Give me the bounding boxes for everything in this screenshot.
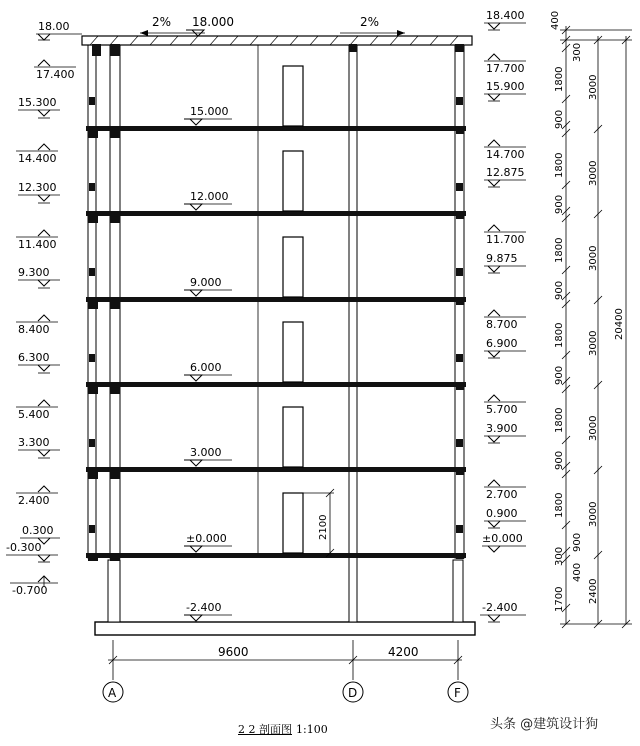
svg-text:1700: 1700 [554, 586, 565, 612]
floor-level: 15.000 [190, 105, 229, 118]
svg-text:A: A [108, 686, 117, 700]
floor-level: 9.000 [190, 276, 222, 289]
svg-text:900: 900 [554, 109, 565, 129]
svg-text:14.400: 14.400 [18, 152, 57, 165]
svg-text:2400: 2400 [588, 578, 599, 604]
foundation-slab [95, 622, 475, 635]
drawing-title-text: 2 2 剖面图 [238, 723, 292, 736]
roof-beam-d [349, 44, 357, 52]
svg-text:2.700: 2.700 [486, 488, 518, 501]
svg-text:1800: 1800 [554, 237, 565, 263]
left-level-labels [6, 20, 82, 597]
svg-text:6.900: 6.900 [486, 337, 518, 350]
svg-text:11.400: 11.400 [18, 238, 57, 251]
edge-beams [88, 126, 464, 561]
svg-text:F: F [454, 686, 461, 700]
roof-beam-a2 [110, 44, 120, 56]
svg-text:1800: 1800 [554, 66, 565, 92]
svg-text:17.700: 17.700 [486, 62, 525, 75]
floor-slabs [86, 126, 466, 558]
svg-text:3000: 3000 [588, 415, 599, 441]
right-level-labels [480, 9, 526, 622]
svg-text:4200: 4200 [388, 645, 419, 659]
dimension-chains [550, 11, 632, 628]
door-height-label: 2100 [318, 514, 329, 540]
floor-level: 3.000 [190, 446, 222, 459]
svg-text:1800: 1800 [554, 152, 565, 178]
svg-text:20400: 20400 [614, 308, 625, 340]
svg-text:12.300: 12.300 [18, 181, 57, 194]
svg-text:5.400: 5.400 [18, 408, 50, 421]
svg-text:3000: 3000 [588, 160, 599, 186]
floor-level: 6.000 [190, 361, 222, 374]
svg-text:8.400: 8.400 [18, 323, 50, 336]
svg-text:1800: 1800 [554, 407, 565, 433]
svg-text:5.700: 5.700 [486, 403, 518, 416]
floor-level: ±0.000 [186, 532, 227, 545]
svg-text:0.300: 0.300 [22, 524, 54, 537]
drawing-title [238, 721, 328, 737]
svg-text:18.00: 18.00 [38, 20, 70, 33]
svg-text:6.300: 6.300 [18, 351, 50, 364]
basement-wall-f [453, 560, 463, 622]
floor-level: 12.000 [190, 190, 229, 203]
roof-slope-right: 2% [360, 15, 380, 29]
axis-markers [103, 682, 468, 702]
bottom-dimension-chain [108, 640, 462, 680]
basement-wall-a [108, 560, 120, 622]
svg-text:8.700: 8.700 [486, 318, 518, 331]
svg-text:11.700: 11.700 [486, 233, 525, 246]
svg-text:3000: 3000 [588, 245, 599, 271]
svg-text:0.900: 0.900 [486, 507, 518, 520]
svg-text:9.300: 9.300 [18, 266, 50, 279]
svg-text:900: 900 [554, 365, 565, 385]
svg-text:3000: 3000 [588, 74, 599, 100]
svg-text:900: 900 [554, 280, 565, 300]
svg-text:400: 400 [572, 562, 583, 582]
svg-text:1800: 1800 [554, 492, 565, 518]
roof-beam-f [455, 44, 464, 52]
svg-text:900: 900 [554, 194, 565, 214]
svg-text:17.400: 17.400 [36, 68, 75, 81]
svg-text:-0.300: -0.300 [6, 541, 42, 554]
svg-text:3.300: 3.300 [18, 436, 50, 449]
svg-text:900: 900 [554, 450, 565, 470]
drawing-scale: 1:100 [296, 723, 328, 736]
floor-level-labels [184, 105, 232, 621]
watermark: 头条 @建筑设计狗 [490, 717, 599, 732]
roof-slope-left: 2% [152, 15, 172, 29]
svg-text:9.875: 9.875 [486, 252, 518, 265]
svg-text:300: 300 [572, 42, 583, 62]
svg-text:15.900: 15.900 [486, 80, 525, 93]
svg-text:300: 300 [554, 546, 565, 566]
svg-text:1800: 1800 [554, 322, 565, 348]
svg-text:-2.400: -2.400 [482, 601, 518, 614]
svg-text:3000: 3000 [588, 501, 599, 527]
doors [283, 66, 303, 553]
svg-text:12.875: 12.875 [486, 166, 525, 179]
svg-text:900: 900 [572, 532, 583, 552]
svg-text:±0.000: ±0.000 [482, 532, 523, 545]
floor-level: -2.400 [186, 601, 222, 614]
svg-text:D: D [348, 686, 358, 700]
roof-beam-a [92, 44, 101, 56]
svg-text:3000: 3000 [588, 330, 599, 356]
svg-text:400: 400 [550, 10, 561, 30]
svg-text:9600: 9600 [218, 645, 249, 659]
svg-text:2.400: 2.400 [18, 494, 50, 507]
svg-text:3.900: 3.900 [486, 422, 518, 435]
svg-text:14.700: 14.700 [486, 148, 525, 161]
roof-level-label: 18.000 [192, 15, 234, 29]
svg-text:18.400: 18.400 [486, 9, 525, 22]
svg-text:-0.700: -0.700 [12, 584, 48, 597]
svg-text:15.300: 15.300 [18, 96, 57, 109]
